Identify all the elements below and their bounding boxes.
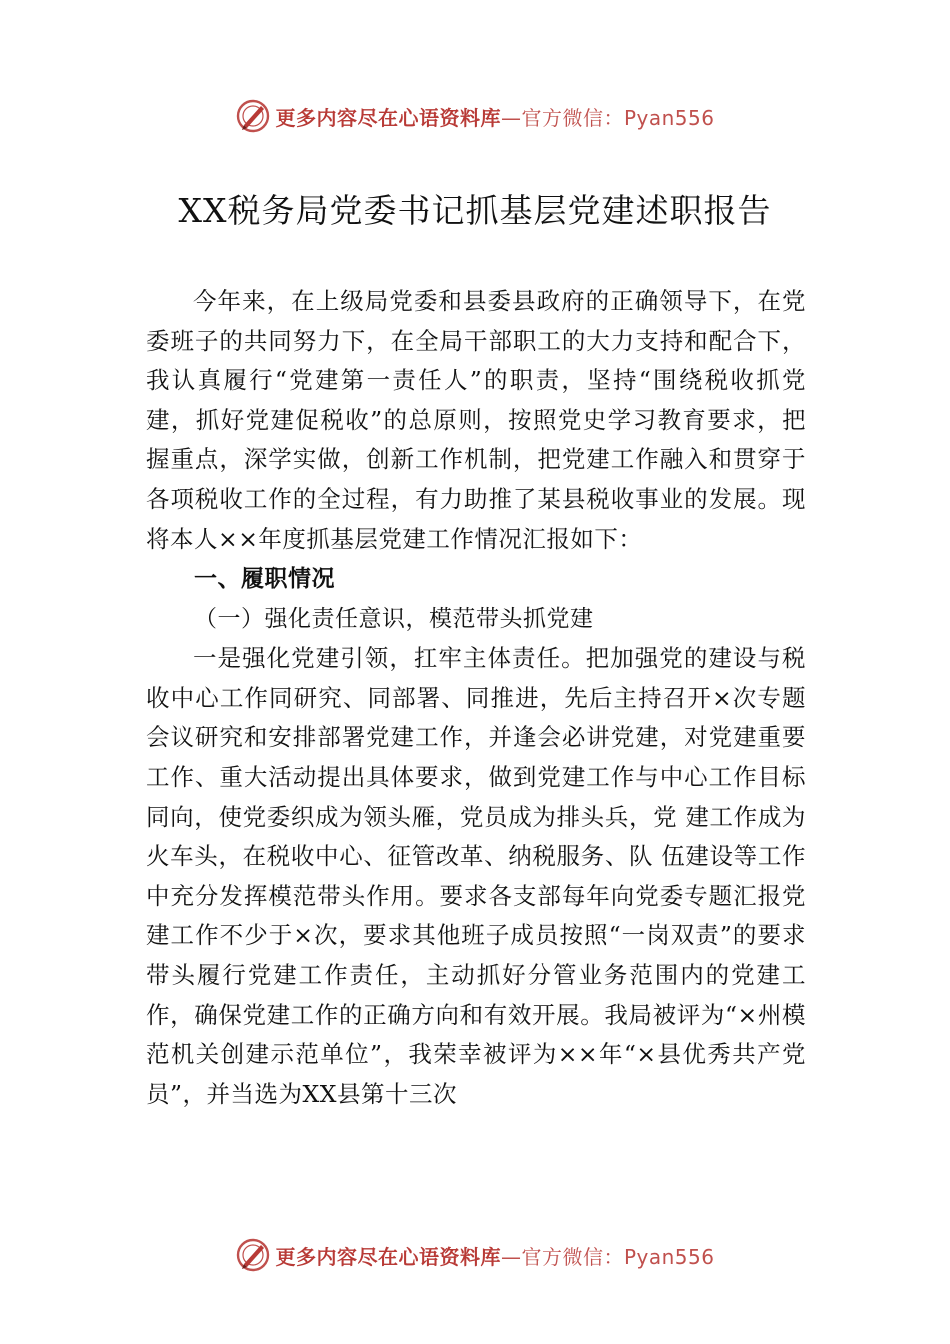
watermark-brand: 更多内容尽在心语资料库: [275, 105, 501, 130]
body-paragraph: 一是强化党建引领，扛牢主体责任。把加强党的建设与税收中心工作同研究、同部署、同推进，先后主持召开×次专题会议研究和安排部署党建工作，并逢会必讲党建，对党建重要工作、重大活动提出具体要求，做到党建工作与中心工作目标同向，使党委织成为领头雁，党员成为排头兵，党 建工作成为火车头，在税收中心、征管改革、纳税服务、队 伍建设等工作中充分发挥模范带头作用。要求各支部每年向党委专题汇报党建工作不少于×次，要求其他班子成员按照“一岗双责”的要求带头履行党建工作责任，主动抓好分管业务范围内的党建工作，确保党建工作的正确方向和有效开展。我局被评为“×州模范机关创建示范单位”，我荣幸被评为××年“×县优秀共产党员”，并当选为XX县第十三次: [146, 644, 806, 1108]
document-body: [146, 282, 806, 1114]
document-title: XX税务局党委书记抓基层党建述职报告: [178, 191, 772, 230]
watermark-text: [275, 1241, 714, 1270]
intro-paragraph: 今年来，在上级局党委和县委县政府的正确领导下，在党委班子的共同努力下，在全局干部职工的大力支持和配合下，我认真履行“党建第一责任人”的职责，坚持“围绕税收抓党建，抓好党建促税收”的总原则，按照党史学习教育要求，把握重点，深学实做，创新工作机制，把党建工作融入和贯穿于各项税收工作的全过程，有力助推了某县税收事业的发展。现将本人××年度抓基层党建工作情况汇报如下：: [146, 287, 806, 553]
subsection-heading: （一）强化责任意识，模范带头抓党建: [194, 606, 594, 633]
watermark-wechat: 官方微信：Pyan556: [521, 105, 715, 130]
watermark-wechat: 官方微信：Pyan556: [521, 1244, 715, 1269]
section-heading: 一、履职情况: [194, 566, 335, 593]
watermark-text: [275, 102, 714, 131]
footer-watermark-banner: [0, 1235, 950, 1275]
watermark-separator: —: [500, 105, 522, 130]
pen-logo-icon: [235, 98, 271, 134]
pen-logo-icon: [235, 1237, 271, 1273]
header-watermark-banner: [0, 96, 950, 136]
watermark-separator: —: [500, 1244, 522, 1269]
watermark-brand: 更多内容尽在心语资料库: [275, 1244, 501, 1269]
